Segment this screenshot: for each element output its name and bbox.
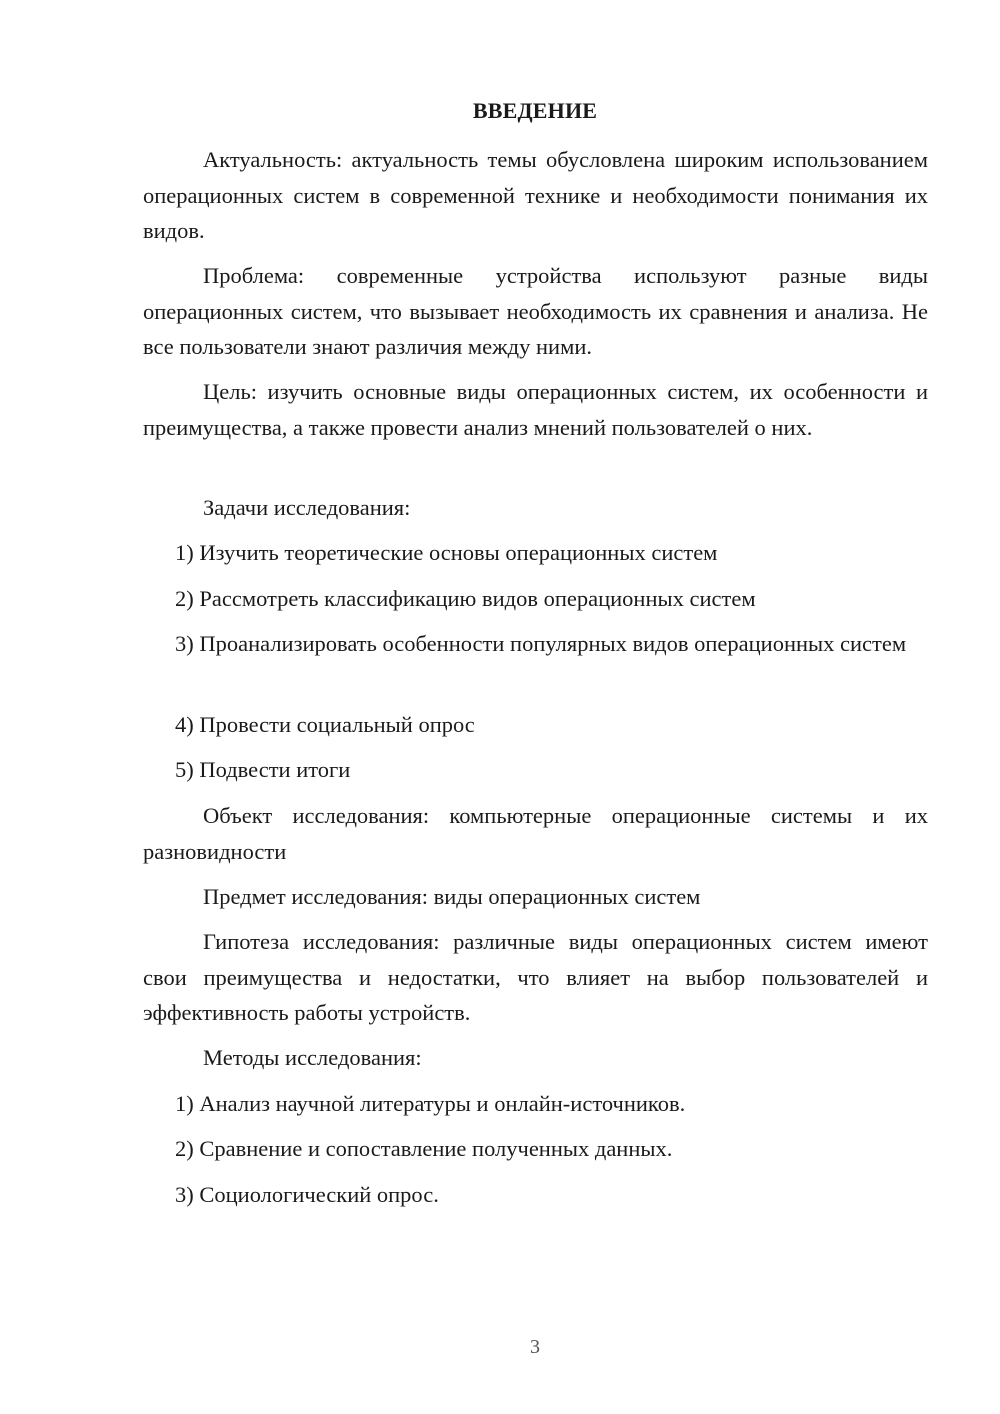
paragraph-goal: Цель: изучить основные виды операционных систем, их особенности и преимущества, а также провести анализ мнений пользователей о них.: [143, 379, 928, 440]
task-item-4: 4) Провести социальный опрос: [175, 712, 475, 737]
paragraph-relevance: Актуальность: актуальность темы обусловлена широким использованием операционных систем в современной технике и необходимости понимания их видов.: [143, 147, 928, 243]
tasks-heading: Задачи исследования:: [203, 495, 411, 520]
task-item-3: 3) Проанализировать особенности популярных видов операционных систем: [175, 631, 907, 656]
task-item-1: 1) Изучить теоретические основы операционных систем: [175, 540, 718, 565]
paragraph-subject: Предмет исследования: виды операционных систем: [203, 884, 701, 909]
paragraph-problem: Проблема: современные устройства используют разные виды операционных систем, что вызывает необходимость их сравнения и анализа. Не все пользователи знают различия между ними.: [143, 263, 928, 359]
method-item-2: 2) Сравнение и сопоставление полученных данных.: [175, 1136, 673, 1161]
method-item-1: 1) Анализ научной литературы и онлайн-источников.: [175, 1091, 686, 1116]
method-item-3: 3) Социологический опрос.: [175, 1182, 439, 1207]
task-item-2: 2) Рассмотреть классификацию видов операционных систем: [175, 586, 756, 611]
section-title: ВВЕДЕНИЕ: [472, 98, 598, 123]
page-number: 3: [530, 1336, 540, 1358]
task-item-5: 5) Подвести итоги: [175, 757, 351, 782]
paragraph-hypothesis: Гипотеза исследования: различные виды операционных систем имеют свои преимущества и недостатки, что влияет на выбор пользователей и эффективность работы устройств.: [143, 929, 928, 1025]
paragraph-object: Объект исследования: компьютерные операционные системы и их разновидности: [143, 803, 928, 864]
methods-heading: Методы исследования:: [203, 1045, 422, 1070]
